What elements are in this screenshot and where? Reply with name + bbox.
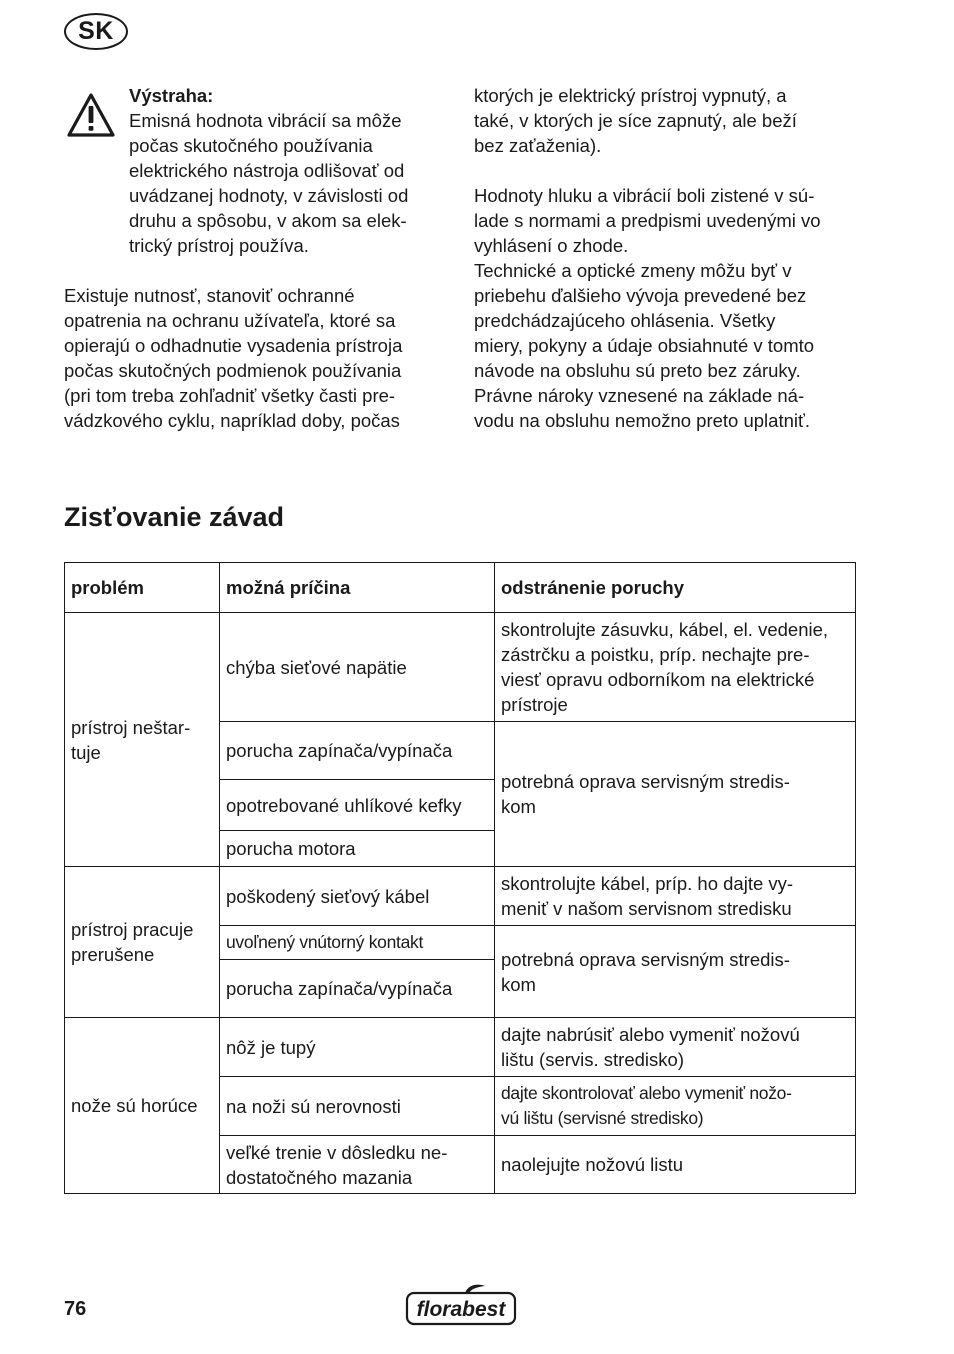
table-header-row xyxy=(65,563,856,613)
text-line: Technické a optické zmeny môžu byť v xyxy=(474,260,792,281)
florabest-logo xyxy=(405,1283,517,1327)
text-line: opatrenia na ochranu užívateľa, ktoré sa xyxy=(64,310,396,331)
table-row xyxy=(65,1018,856,1077)
cause-cell: poškodený sieťový kábel xyxy=(220,867,495,926)
remedy-cell: dajte nabrúsiť alebo vymeniť nožovú lištu (servis. stredisko) xyxy=(495,1018,856,1077)
text-line: také, v ktorých je síce zapnutý, ale beží xyxy=(474,110,797,131)
warning-line: počas skutočného používania xyxy=(129,135,373,156)
text-line: opierajú o odhadnutie vysadenia prístroja xyxy=(64,335,403,356)
text-line: vádzkového cyklu, napríklad doby, počas xyxy=(64,410,400,431)
remedy-cell: potrebná oprava servisným stredis- kom xyxy=(495,722,856,867)
text-line: návode na obsluhu sú preto bez záruky. xyxy=(474,360,801,381)
text-line: miery, pokyny a údaje obsiahnuté v tomto xyxy=(474,335,815,356)
table-row xyxy=(65,613,856,722)
problem-cell: prístroj neštar- tuje xyxy=(65,613,220,867)
text-line: počas skutočných podmienok používania xyxy=(64,360,402,381)
cause-cell: porucha zapínača/vypínača xyxy=(220,960,495,1018)
page-number: 76 xyxy=(64,1298,87,1320)
header-cell: problém xyxy=(65,563,220,613)
text-line: predchádzajúceho ohlásenia. Všetky xyxy=(474,310,776,331)
troubleshooting-table xyxy=(64,562,856,1194)
cause-cell: uvoľnený vnútorný kontakt xyxy=(220,926,495,960)
header-cell: odstránenie poruchy xyxy=(495,563,856,613)
svg-text:florabest: florabest xyxy=(416,1298,506,1321)
remedy-cell: potrebná oprava servisným stredis- kom xyxy=(495,926,856,1018)
text-line: (pri tom treba zohľadniť všetky časti pre- xyxy=(64,385,396,406)
text-line: vyhlásení o zhode. xyxy=(474,235,629,256)
left-paragraph xyxy=(64,283,449,433)
problem-cell: nože sú horúce xyxy=(65,1018,220,1194)
cause-cell: porucha motora xyxy=(220,831,495,867)
right-column xyxy=(474,83,874,433)
remedy-cell: skontrolujte zásuvku, kábel, el. vedenie, zástrčku a poistku, príp. nechajte pre- viesť opravu odborníkom na elektrické prístroje xyxy=(495,613,856,722)
text-line: vodu na obsluhu nemožno preto uplatniť. xyxy=(474,410,811,431)
remedy-cell: naolejujte nožovú listu xyxy=(495,1136,856,1194)
warning-triangle-icon xyxy=(66,92,116,138)
cause-cell: chýba sieťové napätie xyxy=(220,613,495,722)
text-line: Existuje nutnosť, stanoviť ochranné xyxy=(64,285,355,306)
text-line: lade s normami a predpismi uvedenými vo xyxy=(474,210,821,231)
cause-cell: porucha zapínača/vypínača xyxy=(220,722,495,780)
warning-line: trický prístroj používa. xyxy=(129,235,309,256)
language-badge: SK xyxy=(64,13,128,50)
text-line: priebehu ďalšieho vývoja prevedené bez xyxy=(474,285,807,306)
text-line: bez zaťaženia). xyxy=(474,135,602,156)
text-line: ktorých je elektrický prístroj vypnutý, a xyxy=(474,85,787,106)
warning-line: uvádzanej hodnoty, v závislosti od xyxy=(129,185,409,206)
text-line: Hodnoty hluku a vibrácií boli zistené v sú- xyxy=(474,185,815,206)
header-cell: možná príčina xyxy=(220,563,495,613)
warning-line: druhu a spôsobu, v akom sa elek- xyxy=(129,210,407,231)
cause-cell: nôž je tupý xyxy=(220,1018,495,1077)
problem-cell: prístroj pracuje prerušene xyxy=(65,867,220,1018)
warning-block xyxy=(129,83,449,258)
warning-line: elektrického nástroja odlišovať od xyxy=(129,160,405,181)
cause-cell: opotrebované uhlíkové kefky xyxy=(220,780,495,831)
warning-title: Výstraha: xyxy=(129,85,214,106)
remedy-cell: dajte skontrolovať alebo vymeniť nožo- vú lištu (servisné stredisko) xyxy=(495,1077,856,1136)
table-row xyxy=(65,867,856,926)
text-line: Právne nároky vznesené na základe ná- xyxy=(474,385,805,406)
cause-cell: veľké trenie v dôsledku ne- dostatočného mazania xyxy=(220,1136,495,1194)
warning-line: Emisná hodnota vibrácií sa môže xyxy=(129,110,402,131)
cause-cell: na noži sú nerovnosti xyxy=(220,1077,495,1136)
section-title: Zisťovanie závad xyxy=(64,502,285,532)
remedy-cell: skontrolujte kábel, príp. ho dajte vy- meniť v našom servisnom stredisku xyxy=(495,867,856,926)
